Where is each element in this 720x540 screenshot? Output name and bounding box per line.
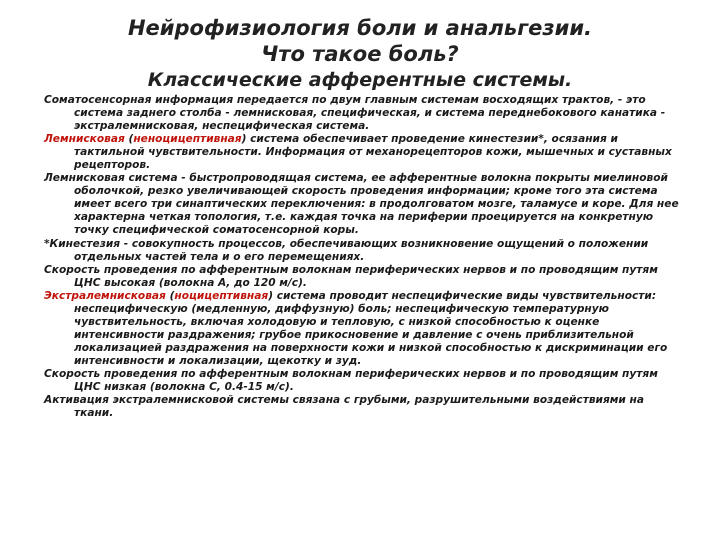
slide-subtitle: Что такое боль?	[261, 42, 459, 66]
paren-open: (	[124, 133, 134, 146]
paragraph-intro: Соматосенсорная информация передается по двум главным системам восходящих трактов, - это система заднего столба - лемнисковая, специфическая, и система переднебокового канатика - экстралемнисковая, неспецифическая система.	[44, 94, 666, 133]
paragraph-extralemniscal	[44, 290, 684, 368]
slide-heading: Классические афферентные системы.	[147, 69, 573, 91]
term-non-nociceptive: неноцицептивная	[133, 133, 242, 146]
paren-open-2: (	[165, 289, 175, 302]
paragraph-conduction-slow: Скорость проведения по афферентным волокнам периферических нервов и по проводящим путям ЦНС низкая (волокна С, 0.4-15 м/с).	[44, 367, 658, 394]
slide-title: Нейрофизиология боли и анальгезии.	[127, 16, 593, 40]
term-extralemniscal: Экстралемнисковая	[44, 289, 166, 302]
extralemniscal-description: ) система проводит неспецифические виды чувствительности: неспецифическую (медленную, диффузную) боль; неспецифическую температурную чувствительность, включая холодовую и тепловую, с низкой способностью к оценке интенсивности раздражения; грубое прикосновение и давление с очень приблизительной локализацией раздражения на поверхности кожи и низкой способностью к дискриминации его интенсивности и локализации, щекотку и зуд.	[74, 289, 668, 367]
paragraph-lemniscal-speed: Лемнисковая система - быстропроводящая система, ее афферентные волокна покрыты миелиновой оболочкой, резко увеличивающей скорость проведения информации; кроме того эта система имеет всего три синаптических переключения: в продолговатом мозге, таламусе и коре. Для нее характерна четкая топология, т.е. каждая точка на периферии проецируется на конкретную точку специфической соматосенсорной коры.	[44, 172, 679, 237]
term-lemniscal: Лемнисковая	[44, 133, 125, 146]
paragraph-lemniscal	[44, 133, 684, 172]
slide-body	[44, 94, 684, 420]
paragraph-activation: Активация экстралемнисковой системы связана с грубыми, разрушительными воздействиями на ткани.	[44, 394, 645, 420]
paragraph-conduction-fast: Скорость проведения по афферентным волокнам периферических нервов и по проводящим путям ЦНС высокая (волокна А, до 120 м/с).	[44, 263, 658, 289]
lemniscal-description: ) система обеспечивает проведение кинестезии*, осязания и тактильной чувствительности. Информация от механорецепторов кожи, мышечных и суставных рецепторов.	[74, 133, 672, 172]
term-nociceptive: ноцицептивная	[174, 289, 269, 302]
paragraph-kinesthesia: *Кинестезия - совокупность процессов, обеспечивающих возникновение ощущений о положении отдельных частей тела и о его перемещениях.	[44, 237, 649, 263]
